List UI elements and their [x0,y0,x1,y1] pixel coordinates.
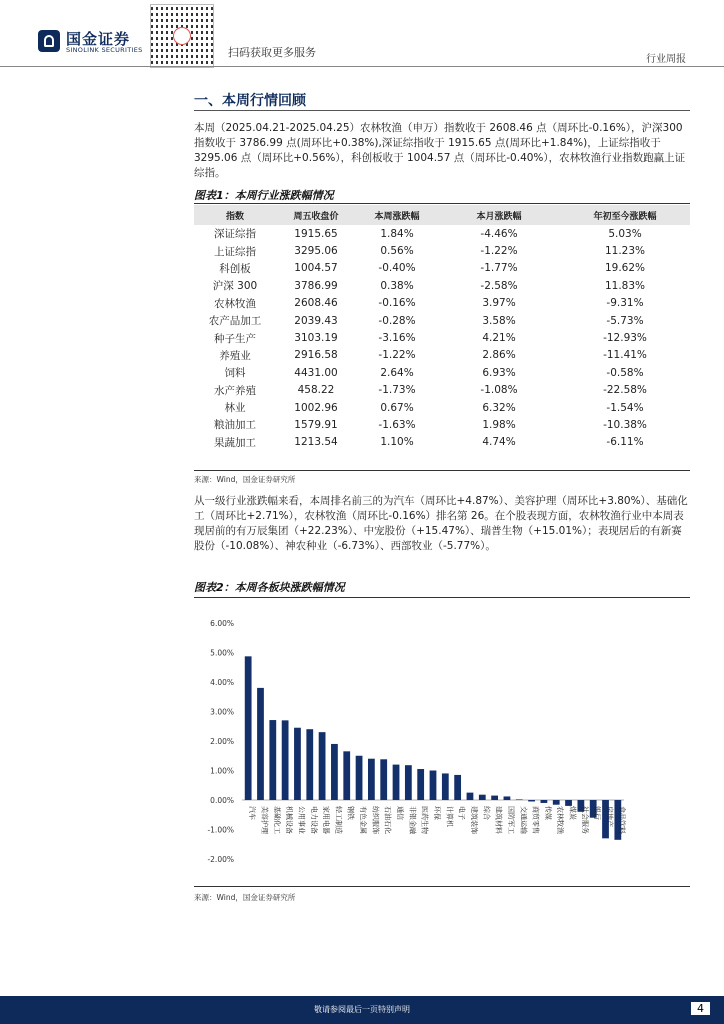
table-cell: 3.97% [482,297,516,310]
col-header: 周五收盘价 [276,205,356,225]
table-cell: 1213.54 [294,436,338,449]
x-category-label: 石油石化 [383,806,392,834]
bar [516,799,523,800]
x-category-label: 传媒 [543,806,552,820]
y-tick-label: -1.00% [207,825,234,835]
table-cell: 2039.43 [294,314,338,327]
table-cell: 养殖业 [219,349,251,362]
y-tick-label: 0.00% [210,796,234,805]
x-category-label: 钢铁 [346,806,355,820]
x-category-label: 食品饮料 [617,806,626,834]
x-category-label: 社会服务 [580,806,589,834]
x-category-label: 汽车 [248,806,257,820]
y-tick-label: 2.00% [210,737,234,746]
table-cell: 2916.58 [294,349,338,362]
bar [257,688,264,800]
x-category-label: 电力设备 [309,806,318,834]
table-cell: 6.93% [482,366,516,379]
table-cell: -6.11% [606,436,644,449]
table-cell: 科创板 [219,262,251,275]
table-cell: 4431.00 [294,366,338,379]
bar [393,765,400,800]
col-header: 指数 [194,205,276,225]
table-row [194,329,690,346]
bar [294,728,301,800]
table-cell: -5.73% [606,314,644,327]
x-category-label: 电子 [457,806,466,820]
table-cell: 19.62% [604,262,646,275]
table-cell: 种子生产 [214,332,256,345]
figure1-title: 图表1：本周行业涨跌幅情况 [194,189,334,202]
report-type-label: 行业周报 [646,54,686,65]
col-header: 年初至今涨跌幅 [560,205,690,225]
bar [430,771,437,801]
y-tick-label: 4.00% [210,678,234,687]
bar [442,773,449,800]
table-cell: 深证综指 [214,228,256,241]
table-cell: 水产养殖 [214,384,256,397]
industry-paragraph: 从一级行业涨跌幅来看，本周排名前三的为汽车（周环比+4.87%）、美容护理（周环比+3.80%）、基础化工（周环比+2.71%），农林牧渔（周环比-0.16%）排名第 26。在个股表现方面，农林牧渔行业中本周表现居前的有万辰集团（+22.23%）、中宠股份（+15.47%）、瑞普生物（+15.01%）；表现居后的有新赛股份（-10.08%）、神农种业（-6.73%）、西部牧业（-5.77%）。 [194,495,688,552]
qr-caption: 扫码获取更多服务 [228,46,316,59]
table-cell: -0.58% [606,366,644,379]
table-cell: 1.10% [380,436,414,449]
table-cell: -9.31% [606,297,644,310]
table-row [194,225,690,242]
table-cell: 0.67% [380,401,414,414]
bar [319,732,326,800]
table-cell: -1.73% [378,384,416,397]
intro-paragraph: 本周（2025.04.21-2025.04.25）农林牧渔（申万）指数收于 2608.46 点（周环比-0.16%），沪深300 指数收于 3786.99 点(周环比+0.38%),深证综指收于 1915.65 点(周环比+1.84%)，上证综指收于 3295.06 点（周环比+0.56%），科创板收于 1004.57 点（周环比-0.40%），农林牧渔行业指数跑赢上证综指。 [194,122,686,179]
table-cell: 4.21% [482,332,516,345]
qr-center-logo-icon [173,27,191,45]
table-cell: -4.46% [480,227,518,240]
index-performance-table [194,205,690,451]
table-cell: 0.38% [380,279,414,292]
x-category-label: 公用事业 [297,806,306,834]
table-cell: -22.58% [603,384,647,397]
table-cell: 沪深 300 [212,280,258,293]
table-cell: 3103.19 [294,332,338,345]
table-cell: 11.83% [604,279,646,292]
bar [343,751,350,800]
x-category-label: 机械设备 [285,806,294,834]
x-category-label: 环保 [433,806,441,820]
x-category-label: 商贸零售 [531,806,540,834]
bar [306,729,313,800]
table-cell: 粮油加工 [214,419,256,432]
table-row [194,347,690,364]
table-cell: 11.23% [604,245,646,258]
table-cell: 458.22 [297,384,335,397]
x-category-label: 医药生物 [420,806,429,834]
figure2-top-rule [194,597,690,598]
table-cell: 6.32% [482,401,516,414]
figure2-source: 来源：Wind，国金证券研究所 [194,893,296,902]
bar [405,765,412,800]
table-cell: -10.38% [603,418,647,431]
figure1-top-rule [194,203,690,204]
x-category-label: 美容护理 [260,806,269,834]
table-row [194,295,690,312]
x-category-label: 交通运输 [519,806,528,834]
bar [565,800,572,806]
table-cell: 1002.96 [294,401,338,414]
table-cell: 1579.91 [294,418,338,431]
table-cell: 3.58% [482,314,516,327]
table-row [194,416,690,433]
bar [467,793,474,800]
figure2-bottom-rule [194,886,690,887]
table-cell: -1.77% [480,262,518,275]
table-cell: 2.64% [380,366,414,379]
table-cell: -1.08% [480,384,518,397]
x-category-label: 通信 [396,806,405,820]
table-cell: 1004.57 [294,262,338,275]
company-logo-icon [38,30,60,52]
table-cell: -3.16% [378,332,416,345]
section-divider [194,110,690,111]
table-row [194,434,690,451]
bar [356,756,363,800]
table-cell: 2.86% [482,349,516,362]
table-row [194,382,690,399]
table-cell: -1.54% [606,401,644,414]
table-header-row [194,205,690,225]
bar [368,759,375,800]
table-cell: -0.28% [378,314,416,327]
bar [553,800,560,805]
y-tick-label: -2.00% [207,855,234,864]
table-body [194,225,690,451]
table-cell: 2608.46 [294,297,338,310]
logo-text-cn: 国金证券 [66,30,131,48]
x-category-label: 轻工制造 [334,806,343,834]
bar [245,656,252,800]
table-cell: -11.41% [603,349,647,362]
table-cell: 农产品加工 [208,315,262,328]
table-cell: -0.16% [378,297,416,310]
table-row [194,399,690,416]
table-cell: 0.56% [380,245,414,258]
table-cell: 3295.06 [294,245,338,258]
table-row [194,312,690,329]
table-cell: 农林牧渔 [214,297,256,310]
table-cell: -2.58% [480,279,518,292]
bar [282,720,289,800]
table-row [194,242,690,259]
x-category-label: 建筑材料 [494,806,503,834]
table-cell: 1.98% [482,418,516,431]
table-cell: -1.22% [480,245,518,258]
section-title: 一、本周行情回顾 [194,93,306,109]
x-category-label: 国防军工 [506,806,515,834]
bar [541,800,548,803]
y-tick-label: 6.00% [210,619,234,628]
x-category-label: 建筑装饰 [469,806,478,834]
table-cell: 林业 [224,402,246,415]
x-category-label: 家用电器 [322,806,331,834]
bar [528,800,535,801]
y-tick-label: 3.00% [210,707,234,717]
table-cell: 4.74% [482,436,516,449]
table-row [194,260,690,277]
bar [331,744,338,800]
bar [491,796,498,800]
table-cell: 3786.99 [294,279,338,292]
figure1-source: 来源：Wind，国金证券研究所 [194,475,296,484]
page-number: 4 [691,1002,710,1015]
x-category-label: 有色金属 [359,806,368,834]
table-cell: -12.93% [603,332,647,345]
x-category-label: 银行 [593,806,602,820]
table-cell: -1.22% [378,349,416,362]
table-cell: 1915.65 [294,227,338,240]
y-tick-label: 5.00% [210,648,234,658]
header-divider [0,66,724,67]
table-cell: 果蔬加工 [214,436,256,449]
x-category-label: 基础化工 [272,806,281,834]
table-cell: 5.03% [608,227,642,240]
col-header: 本月涨跌幅 [438,205,560,225]
bar [269,720,276,800]
table-cell: -1.63% [378,418,416,431]
bar [504,796,511,800]
y-tick-label: 1.00% [210,766,234,776]
figure2-title: 图表2：本周各板块涨跌幅情况 [194,581,345,594]
table-cell: -0.40% [378,262,416,275]
x-category-label: 计算机 [445,806,454,827]
x-category-label: 农林牧渔 [556,806,565,834]
table-cell: 1.84% [380,227,414,240]
x-category-label: 综合 [482,806,491,820]
x-category-label: 非银金融 [408,806,417,834]
bar [454,775,461,800]
logo-text-en: SINOLINK SECURITIES [66,46,143,54]
table-row [194,364,690,381]
bar [380,759,387,800]
footer-disclaimer[interactable]: 敬请参阅最后一页特别声明 [314,1005,410,1014]
table-row [194,277,690,294]
table-cell: 上证综指 [214,245,256,258]
figure1-bottom-rule [194,470,690,471]
table-cell: 饲料 [224,367,246,380]
x-category-label: 纺织服饰 [371,806,380,834]
sector-bar-chart [194,605,694,880]
x-category-label: 房地产 [605,806,614,827]
bar [417,769,424,800]
col-header: 本周涨跌幅 [356,205,438,225]
bar [479,795,486,800]
x-category-label: 煤炭 [568,806,577,820]
